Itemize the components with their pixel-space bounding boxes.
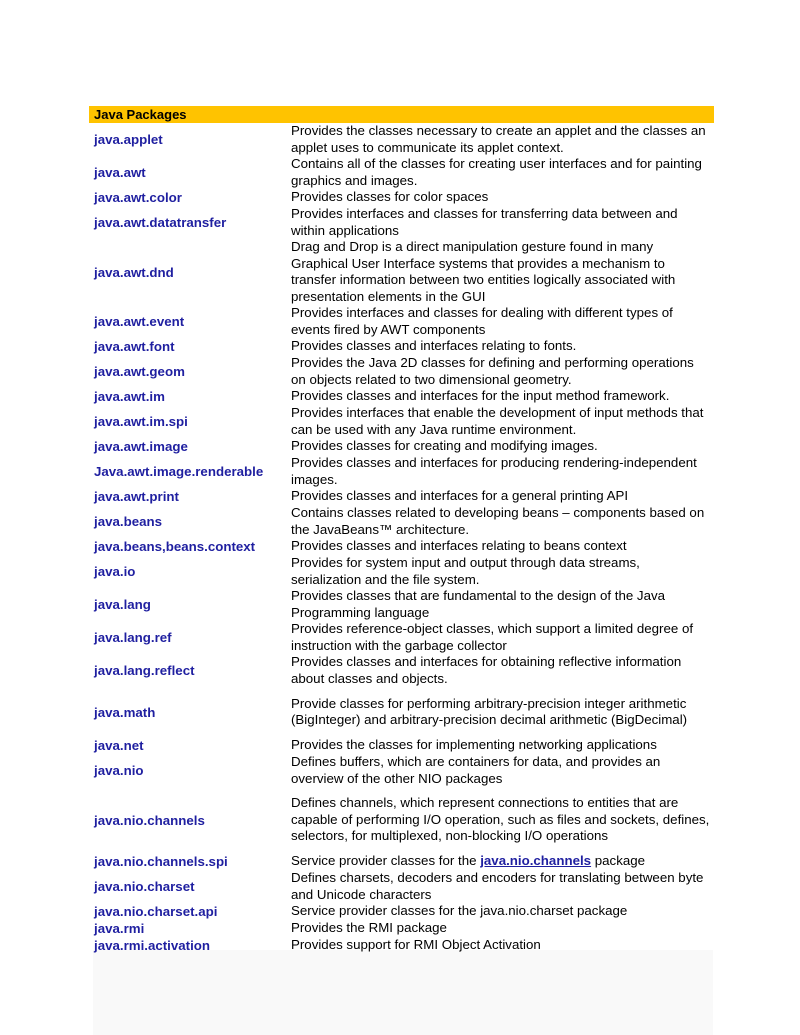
table-row <box>89 405 714 438</box>
table-row <box>89 455 714 488</box>
package-name: java.awt.im.spi <box>94 414 188 429</box>
table-header: Java Packages <box>89 106 714 123</box>
package-name: java.awt.image <box>94 439 188 454</box>
package-name: java.lang <box>94 597 151 612</box>
package-description: Provides interfaces that enable the development of input methods that can be used with any Java runtime environment. <box>291 405 704 437</box>
package-name: java.applet <box>94 132 163 147</box>
table-row <box>89 505 714 538</box>
package-description: Provides classes for color spaces <box>291 189 489 205</box>
page-shade <box>93 950 713 1035</box>
table-row <box>89 206 714 239</box>
table-row <box>89 388 714 405</box>
package-name: java.lang.ref <box>94 630 172 645</box>
package-name: java.awt.color <box>94 190 182 205</box>
package-description: Defines buffers, which are containers for data, and provides an overview of the other NIO packages <box>291 754 661 786</box>
package-name: java.net <box>94 738 144 753</box>
java-packages-table <box>89 106 714 954</box>
package-description: Provides interfaces and classes for dealing with different types of events fired by AWT components <box>291 305 673 337</box>
table-row <box>89 355 714 388</box>
package-name: java.rmi <box>94 921 145 936</box>
package-description: Defines charsets, decoders and encoders for translating between byte and Unicode characters <box>291 870 704 902</box>
table-row <box>89 737 714 754</box>
package-description: Service provider classes for the java.nio.charset package <box>291 903 628 919</box>
package-description: Provides support for RMI Object Activation <box>291 937 541 953</box>
table-row <box>89 239 714 305</box>
package-name: java.awt.im <box>94 389 165 404</box>
package-name: java.awt.event <box>94 314 185 329</box>
package-name: java.math <box>94 704 156 720</box>
package-name: java.awt.print <box>94 489 179 504</box>
package-description: Provides classes and interfaces for obtaining reflective information about classes and objects. <box>291 654 682 686</box>
table-row <box>89 123 714 156</box>
package-description: Provides the classes for implementing networking applications <box>291 737 657 753</box>
table-row <box>89 621 714 654</box>
table-row <box>89 189 714 206</box>
table-row <box>89 754 714 787</box>
table-row <box>89 853 714 870</box>
package-description: Provides classes for creating and modifying images. <box>291 438 598 454</box>
package-description: Provides classes and interfaces for producing rendering-independent images. <box>291 455 697 487</box>
table-row <box>89 787 714 853</box>
package-name: java.awt.dnd <box>94 264 174 280</box>
package-description: Contains all of the classes for creating user interfaces and for painting graphics and images. <box>291 156 702 188</box>
package-description: Provides classes and interfaces relating to fonts. <box>291 338 577 354</box>
package-name: java.nio.channels <box>94 812 205 828</box>
package-description: Defines channels, which represent connections to entities that are capable of performing I/O operation, such as files and sockets, defines, selectors, for multiplexed, non-blocking I/O operations <box>291 795 710 844</box>
table-row <box>89 488 714 505</box>
package-name: java.beans <box>94 514 163 529</box>
package-name: java.rmi.activation <box>94 938 211 953</box>
package-description: Provides classes that are fundamental to the design of the Java Programming language <box>291 588 666 620</box>
description-text: package <box>591 853 646 869</box>
package-description: Contains classes related to developing beans – components based on the JavaBeans™ architecture. <box>291 505 705 537</box>
package-description: Provides for system input and output through data streams, serialization and the file system. <box>291 555 640 587</box>
package-description: Provides interfaces and classes for transferring data between and within applications <box>291 206 678 238</box>
table-row <box>89 654 714 687</box>
package-name: Java.awt.image.renderable <box>94 464 264 479</box>
package-description: Provides the RMI package <box>291 920 447 936</box>
table-row <box>89 538 714 555</box>
package-description: Provides reference-object classes, which support a limited degree of instruction with the garbage collector <box>291 621 694 653</box>
package-description: Provide classes for performing arbitrary-precision integer arithmetic (BigInteger) and arbitrary-precision decimal arithmetic (BigDecimal) <box>291 695 688 727</box>
package-name: java.nio.charset <box>94 879 195 894</box>
table-row <box>89 438 714 455</box>
table-row <box>89 937 714 954</box>
table-row <box>89 156 714 189</box>
table-row <box>89 920 714 937</box>
package-name: java.nio.channels.spi <box>94 854 228 869</box>
package-description: Provides classes and interfaces for a general printing API <box>291 488 629 504</box>
table-row <box>89 903 714 920</box>
table-row <box>89 870 714 903</box>
table-row <box>89 338 714 355</box>
package-name: java.awt.geom <box>94 364 185 379</box>
package-name: java.nio <box>94 763 144 778</box>
description-text: Service provider classes for the <box>291 853 481 869</box>
package-name: java.awt <box>94 165 146 180</box>
package-name: java.awt.font <box>94 339 175 354</box>
table-row <box>89 555 714 588</box>
package-description: Drag and Drop is a direct manipulation gesture found in many Graphical User Interface systems that provides a mechanism to transfer information between two entities logically associated with presentation elements in the GUI <box>291 239 676 304</box>
package-description: Provides the Java 2D classes for defining and performing operations on objects related to two dimensional geometry. <box>291 355 694 387</box>
java-nio-channels-link[interactable]: java.nio.channels <box>480 853 592 869</box>
package-description: Provides classes and interfaces for the input method framework. <box>291 388 670 404</box>
package-description <box>291 853 714 870</box>
package-description: Provides the classes necessary to create an applet and the classes an applet uses to communicate its applet context. <box>291 123 706 155</box>
package-name: java.nio.charset.api <box>94 904 218 919</box>
package-name: java.awt.datatransfer <box>94 215 227 230</box>
package-name: java.beans,beans.context <box>94 539 256 554</box>
table-row <box>89 588 714 621</box>
table-row <box>89 687 714 737</box>
package-description: Provides classes and interfaces relating to beans context <box>291 538 627 554</box>
table-row <box>89 305 714 338</box>
package-name: java.lang.reflect <box>94 663 195 678</box>
package-name: java.io <box>94 564 136 579</box>
